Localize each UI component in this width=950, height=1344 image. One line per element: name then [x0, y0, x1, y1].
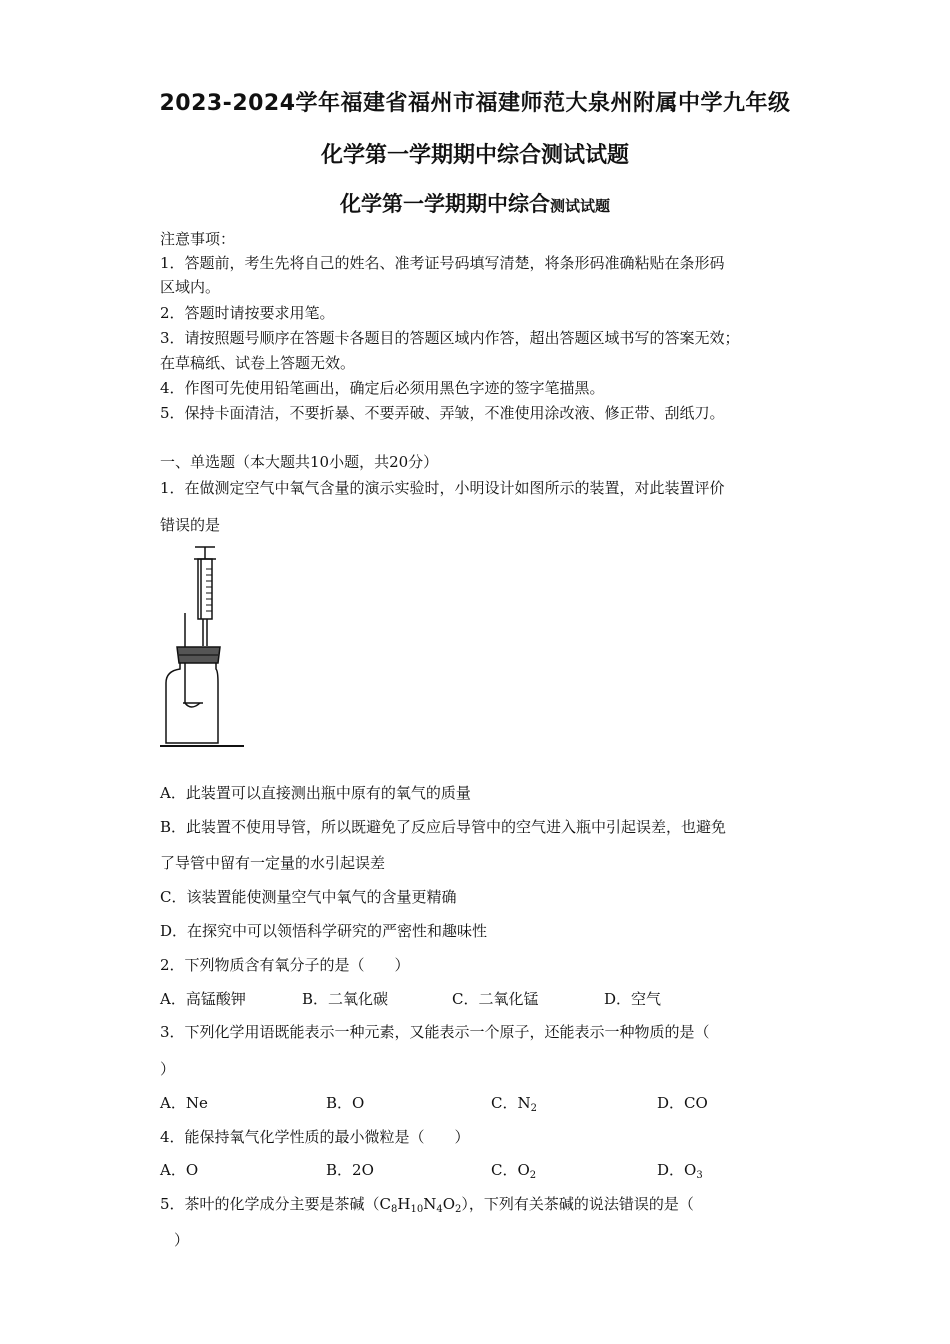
exam-title-line1: 2023-2024学年福建省福州市福建师范大泉州附属中学九年级 [159, 91, 791, 116]
exam-title-line2: 化学第一学期期中综合测试试题 [320, 143, 629, 168]
q5-stem-cont: ） [174, 1231, 190, 1249]
q1-stem-cont: 错误的是 [160, 516, 221, 534]
q4-option-a: A．O [160, 1161, 199, 1179]
q4-option-b: B．2O [326, 1161, 374, 1179]
notice-line: 4．作图可先使用铅笔画出，确定后必须用黑色字迹的签字笔描黑。 [160, 379, 605, 397]
notice-line: 3．请按照题号顺序在答题卡各题目的答题区域内作答，超出答题区域书写的答案无效； [160, 329, 740, 347]
q4-option-d: D．$O_3$ [657, 1161, 703, 1181]
syringe-barrel [198, 559, 212, 619]
q4-stem: 4．能保持氧气化学性质的最小微粒是（ ） [160, 1128, 470, 1146]
q3-option-b: B．O [326, 1094, 365, 1112]
q4-option-c: C．$O_2$ [491, 1161, 537, 1181]
q1-stem: 1．在做测定空气中氧气含量的演示实验时，小明设计如图所示的装置，对此装置评价 [160, 479, 725, 497]
q2-option-c: C．二氧化锰 [452, 990, 539, 1008]
q5-stem: 5．茶叶的化学成分主要是茶碱$(C_8H_{10}N_4O_2)$，下列有关茶碱的说法错误的是（ [160, 1195, 694, 1215]
notice-line: 区域内。 [160, 278, 221, 296]
exam-title-line3 [0, 188, 950, 218]
title3-main: 化学第一学期期中综合 [339, 192, 550, 216]
notice-heading: 注意事项： [160, 230, 236, 248]
q1-option-a: A．此装置可以直接测出瓶中原有的氧气的质量 [160, 784, 471, 802]
title3-small: 测试试题 [549, 197, 610, 215]
syringe-graduations [206, 569, 212, 611]
q1-option-b-cont: 了导管中留有一定量的水引起误差 [160, 854, 386, 872]
q3-option-a: A．Ne [160, 1094, 208, 1112]
q1-option-b: B．此装置不使用导管，所以既避免了反应后导管中的空气进入瓶中引起误差，也避免 [160, 818, 727, 836]
q2-stem: 2．下列物质含有氧分子的是（ ） [160, 956, 410, 974]
apparatus-diagram [158, 543, 248, 753]
q3-stem-cont: ） [160, 1060, 176, 1078]
notice-line: 2．答题时请按要求用笔。 [160, 304, 335, 322]
q3-option-c: C．$N_2$ [491, 1094, 537, 1114]
notice-line: 在草稿纸、试卷上答题无效。 [160, 354, 356, 372]
notice-line: 5．保持卡面清洁，不要折暴、不要弄破、弄皱，不准使用涂改液、修正带、刮纸刀。 [160, 404, 725, 422]
q2-option-b: B．二氧化碳 [302, 990, 389, 1008]
q2-option-a: A．高锰酸钾 [160, 990, 246, 1008]
q3-option-d: D．CO [657, 1094, 708, 1112]
q3-stem: 3．下列化学用语既能表示一种元素，又能表示一个原子，还能表示一种物质的是（ [160, 1023, 710, 1041]
q2-option-d: D．空气 [604, 990, 662, 1008]
q1-option-c: C．该装置能使测量空气中氧气的含量更精确 [160, 888, 457, 906]
notice-line: 1．答题前，考生先将自己的姓名、准考证号码填写清楚，将条形码准确粘贴在条形码 [160, 254, 725, 272]
section-heading: 一、单选题（本大题共10小题，共20分） [160, 453, 439, 471]
q1-option-d: D．在探究中可以领悟科学研究的严密性和趣味性 [160, 922, 488, 940]
